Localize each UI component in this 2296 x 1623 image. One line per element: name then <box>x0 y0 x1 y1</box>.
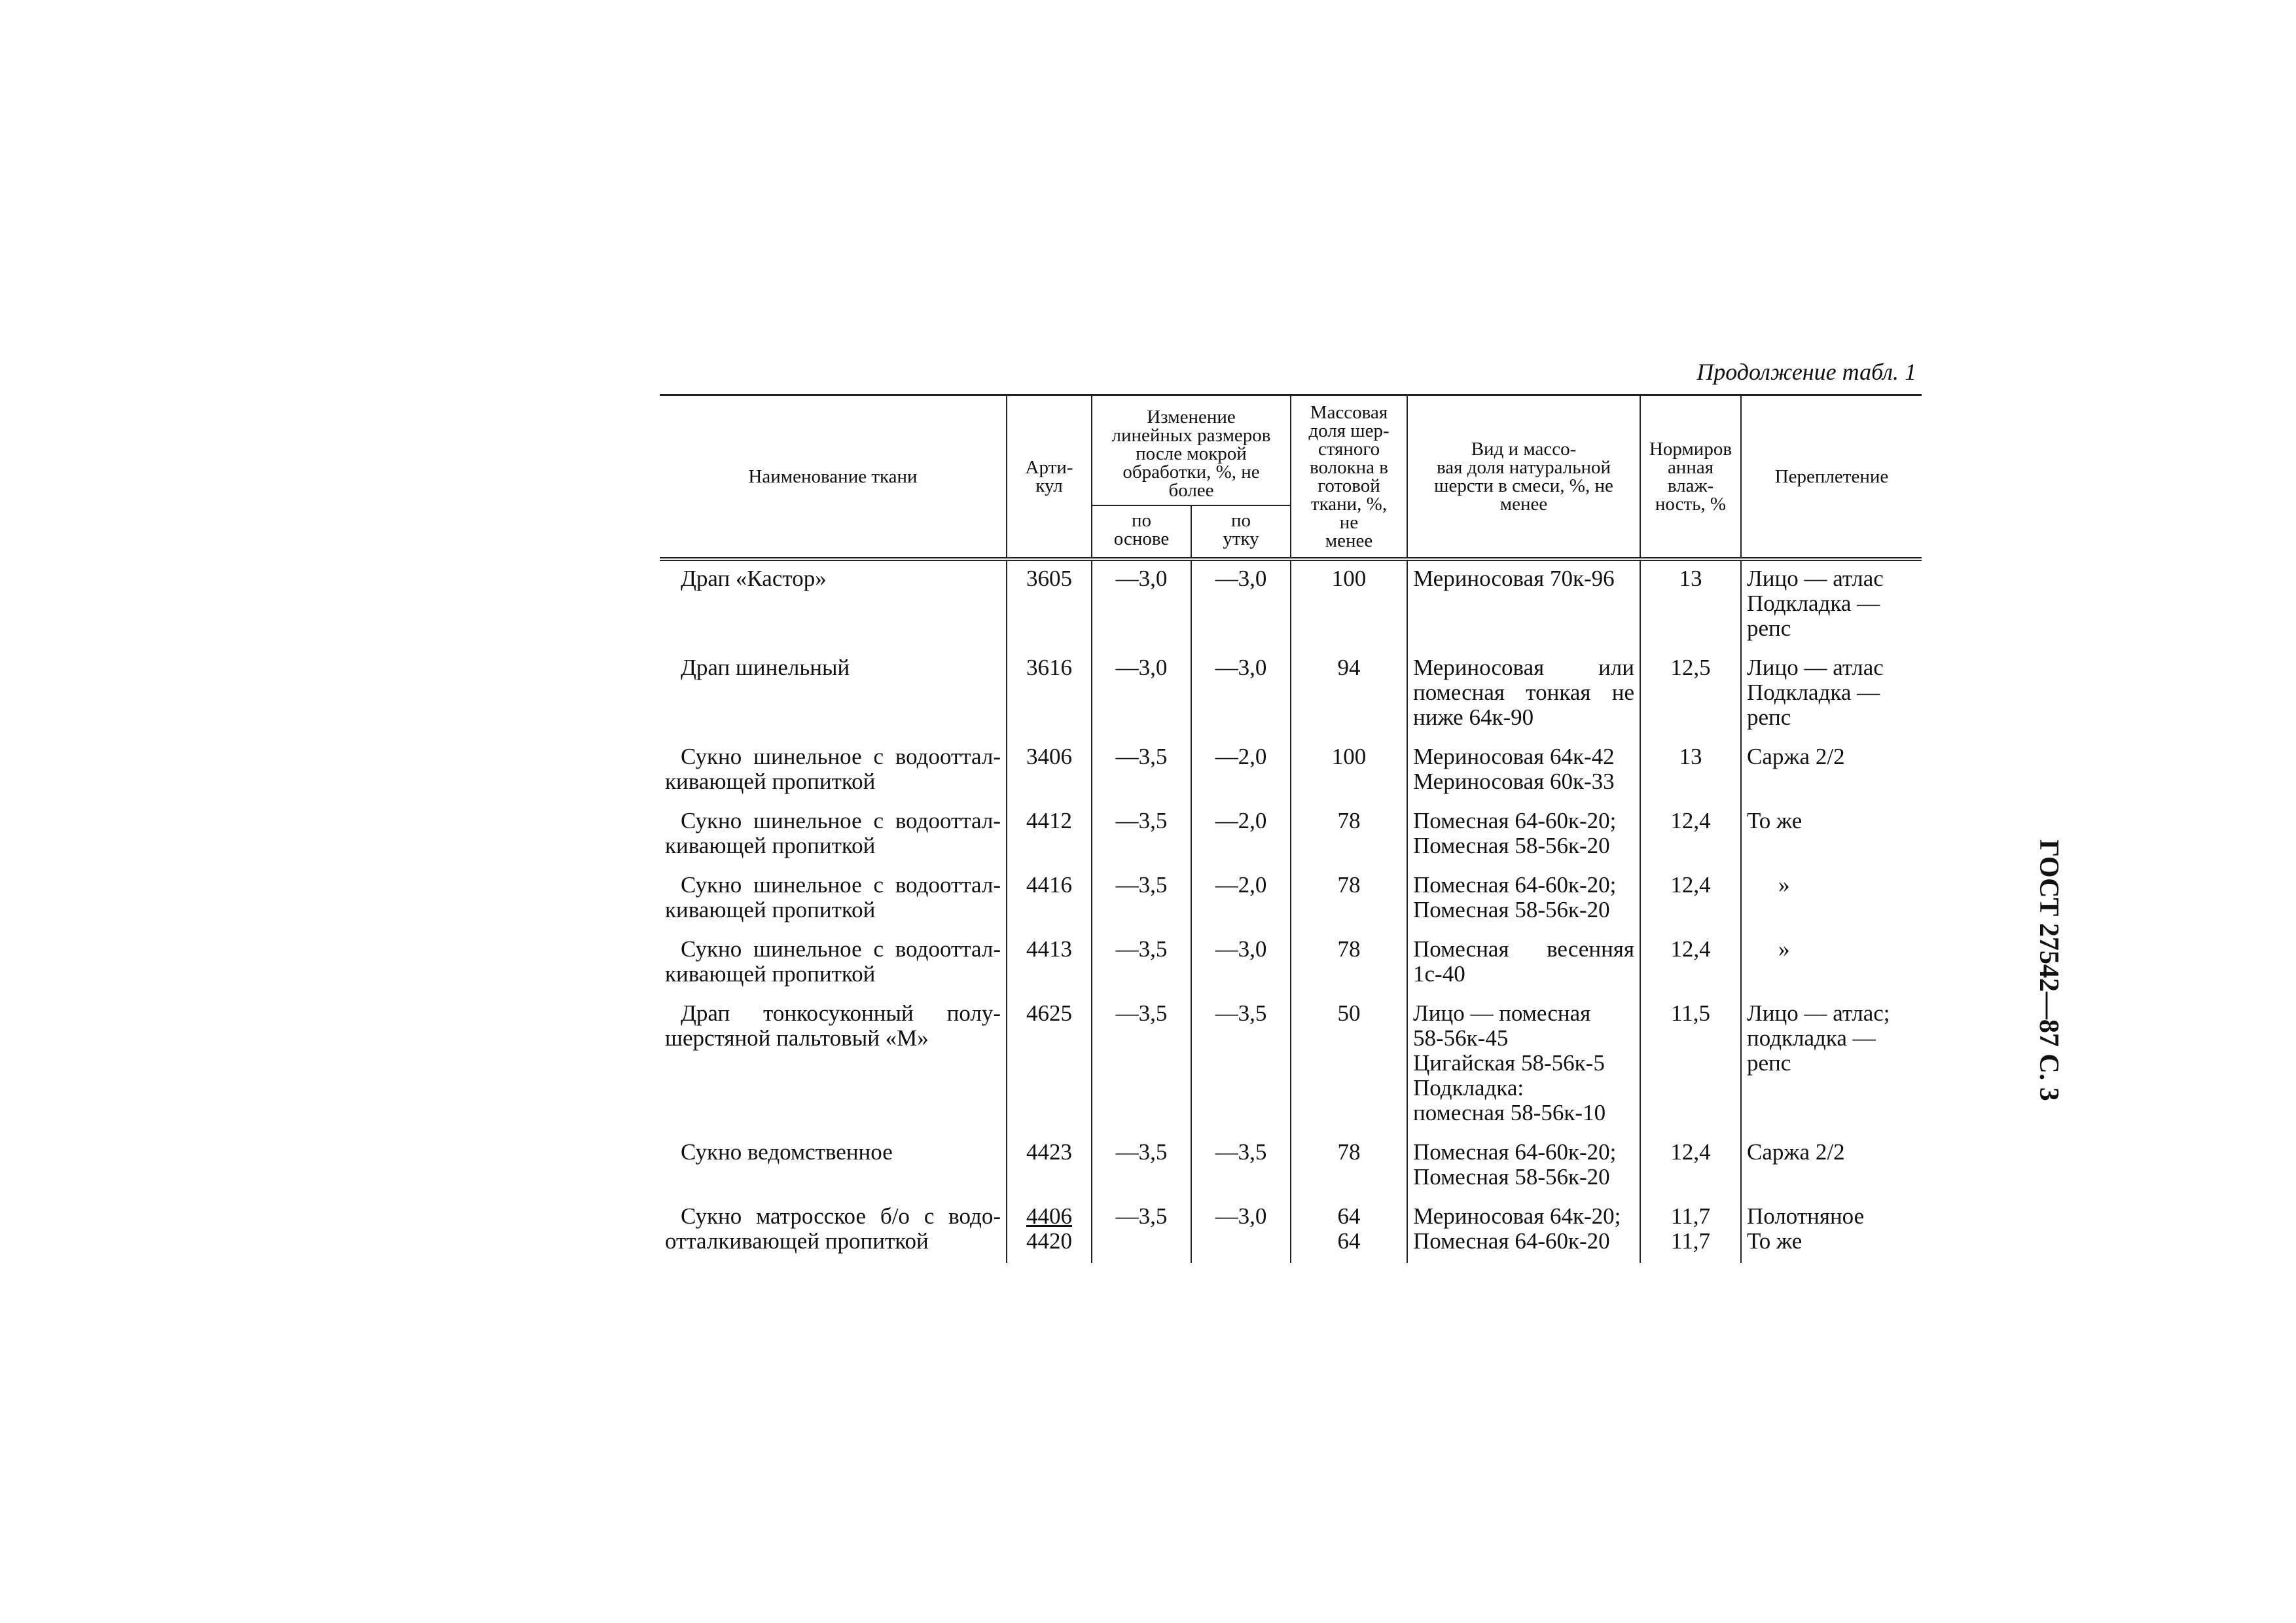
cell-wool-type: Мериносовая 70к-96 <box>1407 559 1640 650</box>
cell-warp-change: —3,5 <box>1092 932 1191 996</box>
cell-fabric-name: Сукно матросское б/о с водо-отталкивающей пропиткой <box>660 1199 1007 1263</box>
wool-type-value: Помесная 64-60к-20 <box>1413 1228 1610 1254</box>
cell-weft-change: —3,5 <box>1191 996 1291 1135</box>
cell-wool-share: 50 <box>1291 996 1407 1135</box>
header-dimension-change: Изменение линейных размеров после мокрой обработки, %, не более <box>1092 395 1291 506</box>
table-row <box>660 650 1922 739</box>
cell-weft-change: —3,0 <box>1191 932 1291 996</box>
cell-warp-change: —3,5 <box>1092 996 1191 1135</box>
wool-share-value: 64 <box>1337 1228 1361 1254</box>
cell-wool-share: 78 <box>1291 867 1407 932</box>
cell-wool-share: 78 <box>1291 1135 1407 1199</box>
table-row <box>660 803 1922 867</box>
header-weave: Переплетение <box>1741 395 1922 560</box>
cell-wool-type <box>1407 1199 1640 1263</box>
cell-weft-change: —2,0 <box>1191 867 1291 932</box>
cell-wool-share: 100 <box>1291 739 1407 803</box>
cell-moisture: 12,4 <box>1640 932 1741 996</box>
cell-article: 4412 <box>1007 803 1092 867</box>
article-value: 4420 <box>1026 1228 1072 1254</box>
cell-weave <box>1741 1199 1922 1263</box>
table-row <box>660 867 1922 932</box>
fabric-specification-table <box>660 394 1922 1263</box>
header-wool-fiber-share: Массовая доля шер- стяного волокна в готовой ткани, %, не менее <box>1291 395 1407 560</box>
weave-value: Полотняное <box>1747 1203 1865 1229</box>
cell-warp-change: —3,5 <box>1092 1199 1191 1263</box>
moisture-value: 11,7 <box>1671 1203 1710 1229</box>
cell-weave: Саржа 2/2 <box>1741 1135 1922 1199</box>
article-value: 4406 <box>1026 1203 1072 1229</box>
cell-warp-change: —3,5 <box>1092 867 1191 932</box>
cell-wool-share: 78 <box>1291 932 1407 996</box>
cell-weft-change: —2,0 <box>1191 803 1291 867</box>
cell-wool-type: Помесная 64-60к-20; Помесная 58-56к-20 <box>1407 1135 1640 1199</box>
cell-article: 3406 <box>1007 739 1092 803</box>
cell-article: 3616 <box>1007 650 1092 739</box>
header-article: Арти- кул <box>1007 395 1092 560</box>
table-row <box>660 932 1922 996</box>
cell-fabric-name: Сукно ведомственное <box>660 1135 1007 1199</box>
cell-weave: Лицо — атлас Подкладка — репс <box>1741 559 1922 650</box>
cell-wool-type: Помесная 64-60к-20; Помесная 58-56к-20 <box>1407 803 1640 867</box>
weave-value: То же <box>1747 1228 1803 1254</box>
cell-weft-change: —3,0 <box>1191 650 1291 739</box>
cell-weft-change: —2,0 <box>1191 739 1291 803</box>
cell-fabric-name: Сукно шинельное с водооттал-кивающей пропиткой <box>660 932 1007 996</box>
cell-article: 4416 <box>1007 867 1092 932</box>
cell-warp-change: —3,5 <box>1092 803 1191 867</box>
cell-article: 3605 <box>1007 559 1092 650</box>
cell-wool-type: Помесная весенняя 1с-40 <box>1407 932 1640 996</box>
table-continuation-caption: Продолжение табл. 1 <box>1696 359 1916 385</box>
table-row <box>660 739 1922 803</box>
cell-warp-change: —3,5 <box>1092 739 1191 803</box>
moisture-value: 11,7 <box>1671 1228 1710 1254</box>
cell-weave: Саржа 2/2 <box>1741 739 1922 803</box>
cell-fabric-name: Драп тонкосуконный полу-шерстяной пальтовый «М» <box>660 996 1007 1135</box>
table-row <box>660 1199 1922 1263</box>
header-fabric-name: Наименование ткани <box>660 395 1007 560</box>
cell-moisture: 12,5 <box>1640 650 1741 739</box>
cell-moisture: 11,5 <box>1640 996 1741 1135</box>
cell-weave: Лицо — атлас; подкладка — репс <box>1741 996 1922 1135</box>
header-normalized-moisture: Нормиров анная влаж- ность, % <box>1640 395 1741 560</box>
header-warp: по основе <box>1092 505 1191 559</box>
header-wool-type: Вид и массо- вая доля натуральной шерсти в смеси, %, не менее <box>1407 395 1640 560</box>
cell-weft-change: —3,0 <box>1191 1199 1291 1263</box>
cell-article: 4413 <box>1007 932 1092 996</box>
wool-type-value: Мериносовая 64к-20; <box>1413 1203 1621 1229</box>
cell-warp-change: —3,0 <box>1092 559 1191 650</box>
cell-wool-type: Помесная 64-60к-20; Помесная 58-56к-20 <box>1407 867 1640 932</box>
cell-moisture: 13 <box>1640 559 1741 650</box>
cell-weft-change: —3,5 <box>1191 1135 1291 1199</box>
cell-wool-type: Мериносовая или помесная тонкая не ниже 64к-90 <box>1407 650 1640 739</box>
cell-moisture: 12,4 <box>1640 867 1741 932</box>
standard-page-title: ГОСТ 27542—87 С. 3 <box>2034 839 2064 1101</box>
cell-article: 4625 <box>1007 996 1092 1135</box>
cell-weave: Лицо — атлас Подкладка — репс <box>1741 650 1922 739</box>
cell-wool-share: 94 <box>1291 650 1407 739</box>
cell-article: 4423 <box>1007 1135 1092 1199</box>
cell-fabric-name: Сукно шинельное с водооттал-кивающей пропиткой <box>660 739 1007 803</box>
table-row <box>660 996 1922 1135</box>
table-row <box>660 1135 1922 1199</box>
cell-weave: » <box>1741 867 1922 932</box>
cell-fabric-name: Сукно шинельное с водооттал-кивающей пропиткой <box>660 803 1007 867</box>
cell-moisture: 12,4 <box>1640 1135 1741 1199</box>
cell-wool-type: Мериносовая 64к-42 Мериносовая 60к-33 <box>1407 739 1640 803</box>
table-header <box>660 395 1922 560</box>
table-row <box>660 559 1922 650</box>
cell-article <box>1007 1199 1092 1263</box>
cell-warp-change: —3,5 <box>1092 1135 1191 1199</box>
cell-weft-change: —3,0 <box>1191 559 1291 650</box>
cell-fabric-name: Сукно шинельное с водооттал-кивающей пропиткой <box>660 867 1007 932</box>
cell-weave: » <box>1741 932 1922 996</box>
cell-warp-change: —3,0 <box>1092 650 1191 739</box>
cell-weave: То же <box>1741 803 1922 867</box>
header-weft: по утку <box>1191 505 1291 559</box>
cell-moisture <box>1640 1199 1741 1263</box>
cell-wool-share: 100 <box>1291 559 1407 650</box>
cell-fabric-name: Драп шинельный <box>660 650 1007 739</box>
table-body <box>660 559 1922 1263</box>
cell-wool-share: 78 <box>1291 803 1407 867</box>
cell-fabric-name: Драп «Кастор» <box>660 559 1007 650</box>
cell-wool-type: Лицо — помесная 58-56к-45 Цигайская 58-56к-5 Подкладка: помесная 58-56к-10 <box>1407 996 1640 1135</box>
wool-share-value: 64 <box>1337 1203 1361 1229</box>
cell-moisture: 12,4 <box>1640 803 1741 867</box>
cell-moisture: 13 <box>1640 739 1741 803</box>
cell-wool-share <box>1291 1199 1407 1263</box>
